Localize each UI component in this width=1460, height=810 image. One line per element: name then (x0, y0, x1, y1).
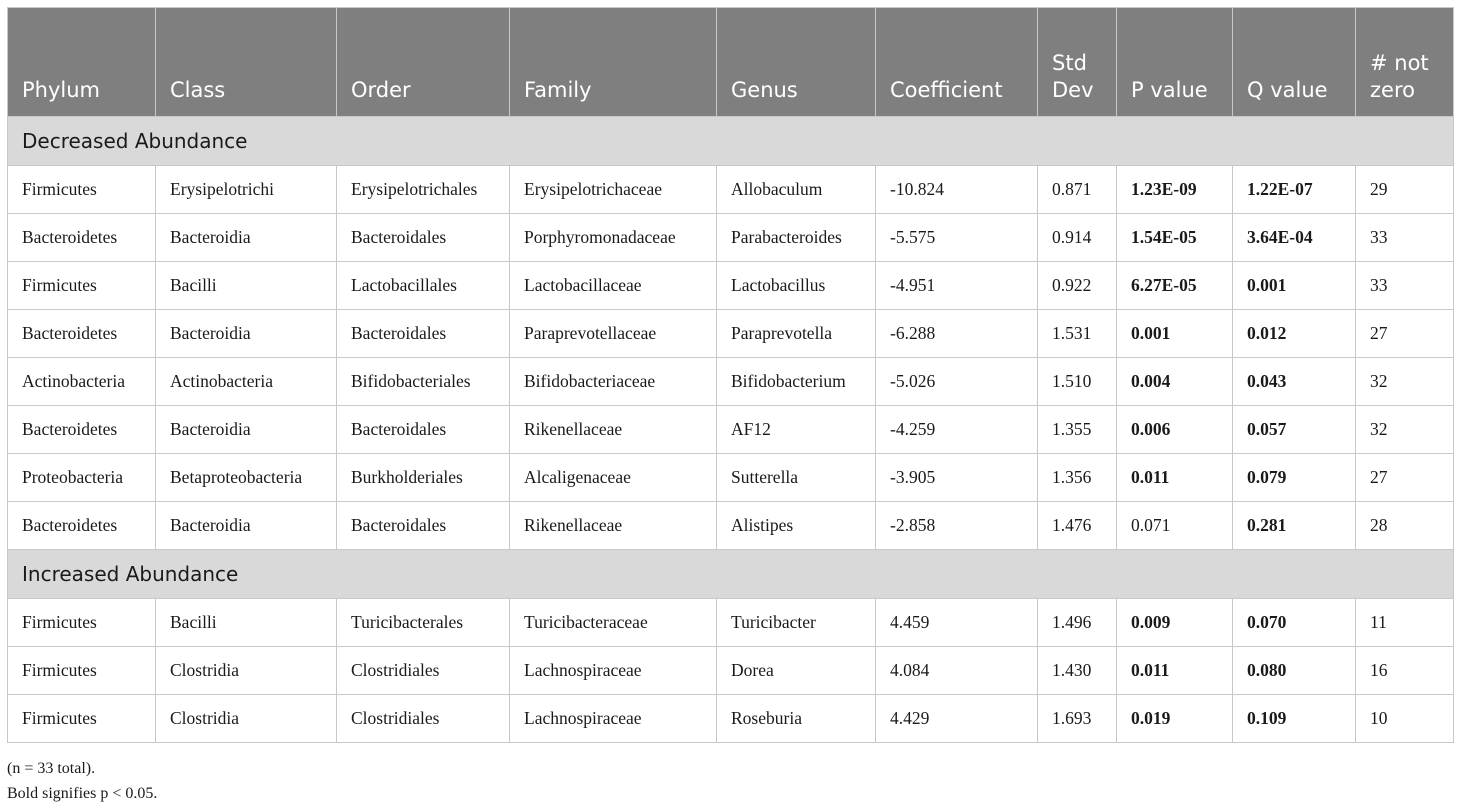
cell-coefficient: 4.429 (876, 695, 1038, 743)
header-q-value: Q value (1233, 8, 1356, 117)
cell-phylum: Firmicutes (8, 695, 156, 743)
section-title: Decreased Abundance (8, 117, 1454, 166)
cell-q-value: 0.012 (1233, 310, 1356, 358)
cell-q-value: 0.001 (1233, 262, 1356, 310)
cell-family: Turicibacteraceae (510, 599, 717, 647)
cell-phylum: Bacteroidetes (8, 502, 156, 550)
header-row (8, 8, 1454, 117)
cell-p-value: 6.27E-05 (1117, 262, 1233, 310)
cell-family: Alcaligenaceae (510, 454, 717, 502)
cell-not-zero: 11 (1356, 599, 1454, 647)
cell-coefficient: -3.905 (876, 454, 1038, 502)
cell-coefficient: 4.459 (876, 599, 1038, 647)
cell-order: Bacteroidales (337, 214, 510, 262)
cell-std-dev: 0.922 (1038, 262, 1117, 310)
cell-phylum: Bacteroidetes (8, 406, 156, 454)
cell-genus: Allobaculum (717, 166, 876, 214)
cell-p-value: 0.011 (1117, 454, 1233, 502)
header-not-zero: # not zero (1356, 8, 1454, 117)
cell-order: Lactobacillales (337, 262, 510, 310)
cell-phylum: Actinobacteria (8, 358, 156, 406)
table-row (8, 454, 1454, 502)
cell-order: Bifidobacteriales (337, 358, 510, 406)
header-class: Class (156, 8, 337, 117)
cell-q-value: 0.281 (1233, 502, 1356, 550)
cell-phylum: Bacteroidetes (8, 310, 156, 358)
cell-p-value: 0.071 (1117, 502, 1233, 550)
header-genus: Genus (717, 8, 876, 117)
cell-genus: Paraprevotella (717, 310, 876, 358)
cell-class: Bacilli (156, 262, 337, 310)
cell-q-value: 0.079 (1233, 454, 1356, 502)
cell-class: Clostridia (156, 695, 337, 743)
cell-p-value: 1.23E-09 (1117, 166, 1233, 214)
footnote-bold-meaning: Bold signifies p < 0.05. (7, 785, 158, 802)
cell-phylum: Bacteroidetes (8, 214, 156, 262)
cell-not-zero: 27 (1356, 310, 1454, 358)
section-header-row (8, 117, 1454, 166)
cell-family: Porphyromonadaceae (510, 214, 717, 262)
cell-family: Lachnospiraceae (510, 695, 717, 743)
cell-q-value: 0.070 (1233, 599, 1356, 647)
cell-coefficient: -4.951 (876, 262, 1038, 310)
table-row (8, 214, 1454, 262)
cell-genus: Bifidobacterium (717, 358, 876, 406)
cell-genus: Roseburia (717, 695, 876, 743)
footnote-sample-size: (n = 33 total). (7, 760, 96, 777)
cell-std-dev: 1.496 (1038, 599, 1117, 647)
table-row (8, 406, 1454, 454)
cell-order: Erysipelotrichales (337, 166, 510, 214)
cell-not-zero: 33 (1356, 214, 1454, 262)
cell-class: Clostridia (156, 647, 337, 695)
cell-order: Burkholderiales (337, 454, 510, 502)
cell-q-value: 0.057 (1233, 406, 1356, 454)
table-row (8, 647, 1454, 695)
cell-family: Lachnospiraceae (510, 647, 717, 695)
cell-genus: Turicibacter (717, 599, 876, 647)
cell-q-value: 0.080 (1233, 647, 1356, 695)
cell-coefficient: -4.259 (876, 406, 1038, 454)
header-std-dev: Std Dev (1038, 8, 1117, 117)
results-table-container (7, 7, 1453, 743)
cell-genus: Alistipes (717, 502, 876, 550)
cell-p-value: 0.004 (1117, 358, 1233, 406)
cell-p-value: 0.009 (1117, 599, 1233, 647)
cell-q-value: 0.043 (1233, 358, 1356, 406)
cell-class: Actinobacteria (156, 358, 337, 406)
cell-coefficient: -5.026 (876, 358, 1038, 406)
cell-class: Bacteroidia (156, 214, 337, 262)
cell-class: Bacteroidia (156, 502, 337, 550)
header-order: Order (337, 8, 510, 117)
cell-std-dev: 1.531 (1038, 310, 1117, 358)
table-body (8, 117, 1454, 743)
cell-class: Erysipelotrichi (156, 166, 337, 214)
cell-p-value: 0.011 (1117, 647, 1233, 695)
table-row (8, 599, 1454, 647)
cell-p-value: 0.001 (1117, 310, 1233, 358)
cell-class: Bacteroidia (156, 310, 337, 358)
cell-family: Rikenellaceae (510, 502, 717, 550)
cell-coefficient: -10.824 (876, 166, 1038, 214)
table-row (8, 262, 1454, 310)
cell-family: Rikenellaceae (510, 406, 717, 454)
cell-coefficient: -5.575 (876, 214, 1038, 262)
cell-genus: Sutterella (717, 454, 876, 502)
header-phylum: Phylum (8, 8, 156, 117)
cell-class: Bacteroidia (156, 406, 337, 454)
table-row (8, 695, 1454, 743)
cell-not-zero: 32 (1356, 406, 1454, 454)
cell-phylum: Firmicutes (8, 262, 156, 310)
cell-coefficient: -2.858 (876, 502, 1038, 550)
table-row (8, 358, 1454, 406)
cell-family: Erysipelotrichaceae (510, 166, 717, 214)
cell-std-dev: 1.356 (1038, 454, 1117, 502)
cell-coefficient: -6.288 (876, 310, 1038, 358)
cell-not-zero: 29 (1356, 166, 1454, 214)
table-row (8, 310, 1454, 358)
cell-family: Lactobacillaceae (510, 262, 717, 310)
cell-order: Clostridiales (337, 695, 510, 743)
cell-p-value: 1.54E-05 (1117, 214, 1233, 262)
cell-q-value: 1.22E-07 (1233, 166, 1356, 214)
cell-std-dev: 0.914 (1038, 214, 1117, 262)
cell-coefficient: 4.084 (876, 647, 1038, 695)
cell-family: Paraprevotellaceae (510, 310, 717, 358)
results-table (7, 7, 1454, 743)
cell-class: Betaproteobacteria (156, 454, 337, 502)
cell-not-zero: 27 (1356, 454, 1454, 502)
section-title: Increased Abundance (8, 550, 1454, 599)
footnotes (7, 756, 157, 806)
cell-std-dev: 1.510 (1038, 358, 1117, 406)
cell-not-zero: 10 (1356, 695, 1454, 743)
cell-std-dev: 1.355 (1038, 406, 1117, 454)
cell-std-dev: 1.476 (1038, 502, 1117, 550)
cell-q-value: 0.109 (1233, 695, 1356, 743)
cell-not-zero: 32 (1356, 358, 1454, 406)
cell-std-dev: 1.430 (1038, 647, 1117, 695)
cell-phylum: Firmicutes (8, 647, 156, 695)
header-coefficient: Coefficient (876, 8, 1038, 117)
cell-std-dev: 1.693 (1038, 695, 1117, 743)
table-row (8, 166, 1454, 214)
table-row (8, 502, 1454, 550)
cell-genus: Lactobacillus (717, 262, 876, 310)
cell-phylum: Proteobacteria (8, 454, 156, 502)
cell-q-value: 3.64E-04 (1233, 214, 1356, 262)
cell-genus: Parabacteroides (717, 214, 876, 262)
cell-p-value: 0.006 (1117, 406, 1233, 454)
cell-not-zero: 16 (1356, 647, 1454, 695)
cell-class: Bacilli (156, 599, 337, 647)
cell-order: Clostridiales (337, 647, 510, 695)
cell-not-zero: 33 (1356, 262, 1454, 310)
header-p-value: P value (1117, 8, 1233, 117)
cell-order: Bacteroidales (337, 310, 510, 358)
cell-p-value: 0.019 (1117, 695, 1233, 743)
section-header-row (8, 550, 1454, 599)
cell-order: Turicibacterales (337, 599, 510, 647)
cell-family: Bifidobacteriaceae (510, 358, 717, 406)
cell-phylum: Firmicutes (8, 599, 156, 647)
cell-phylum: Firmicutes (8, 166, 156, 214)
cell-not-zero: 28 (1356, 502, 1454, 550)
cell-order: Bacteroidales (337, 406, 510, 454)
cell-order: Bacteroidales (337, 502, 510, 550)
header-family: Family (510, 8, 717, 117)
cell-genus: AF12 (717, 406, 876, 454)
cell-std-dev: 0.871 (1038, 166, 1117, 214)
cell-genus: Dorea (717, 647, 876, 695)
